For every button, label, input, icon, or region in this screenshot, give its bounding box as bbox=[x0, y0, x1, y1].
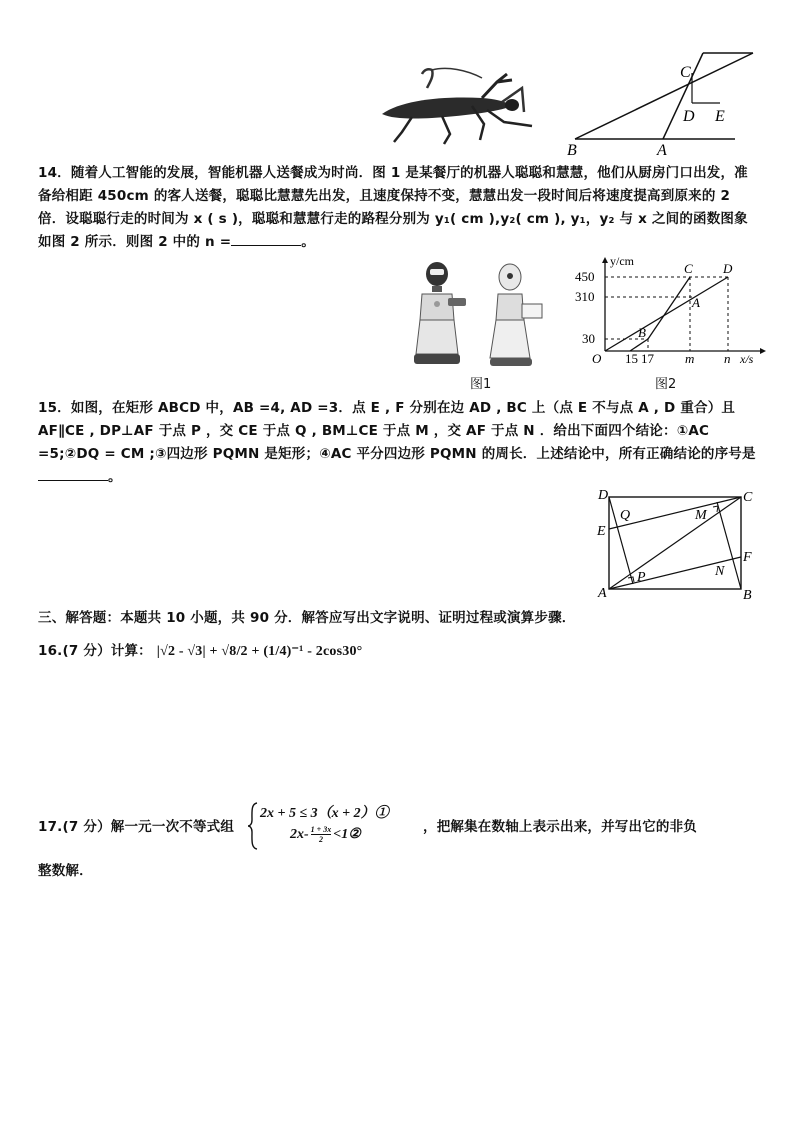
label-P: P bbox=[637, 570, 646, 585]
x-tick-O: O bbox=[592, 351, 602, 366]
right-angle-M bbox=[713, 506, 718, 512]
point-C: C bbox=[684, 261, 693, 276]
section-3-heading: 三、解答题：本题共 10 小题，共 90 分．解答应写出文字说明、证明过程或演算步骤． bbox=[38, 610, 576, 626]
question-15: 15．如图，在矩形 ABCD 中，AB =4, AD =3．点 E , F 分别在边 AD , BC 上（点 E 不与点 A , D 重合）且 AF∥CE , DP⊥AF 于点 P ，交 CE 于点 Q , BM⊥CE 于点 M ，交 AF 于点 N ．给出下面四个结论：①AC =5;②DQ = CM ;③四边形 PQMN 是矩形；④AC 平分四边形 PQMN 的周长．上述结论中，所有正确结论的序号是。 bbox=[38, 400, 756, 485]
robot-cong-cong-image bbox=[410, 260, 470, 368]
label-E: E bbox=[597, 524, 606, 539]
label-C: C bbox=[680, 64, 691, 81]
x-axis-arrow bbox=[760, 348, 766, 354]
x-tick-17: 17 bbox=[641, 351, 654, 366]
label-M: M bbox=[695, 508, 707, 523]
y-tick-310: 310 bbox=[575, 289, 595, 304]
point-A: A bbox=[692, 295, 700, 310]
question-14: 14．随着人工智能的发展，智能机器人送餐成为时尚．图 1 是某餐厅的机器人聪聪和慧慧，他们从厨房门口出发，准备给相距 450cm 的客人送餐，聪聪比慧慧先出发，且速度保持不变，慧慧出发一段时间后将速度提高到原来的 2 倍．设聪聪行走的时间为 x ( s )，聪聪和慧慧行走的路程分别为 y₁( cm ),y₂( cm ), y₁，y₂ 与 x 之间的函数图象如图 2 所示．则图 2 中的 n = 。 bbox=[38, 165, 748, 250]
line-y1-OD bbox=[605, 277, 728, 351]
question-15-text: 15．如图，在矩形 ABCD 中，AB =4, AD =3．点 E , F 分别在边 AD , BC 上（点 E 不与点 A , D 重合）且 AF∥CE , DP⊥AF 于点 P ，交 CE 于点 Q , BM⊥CE 于点 M ，交 AF 于点 N ．给出下面四个结论：①AC =5;②DQ = CM ;③四边形 PQMN 是矩形；④AC 平分四边形 PQMN 的周长．上述结论中，所有正确结论的序号是 bbox=[38, 400, 756, 462]
question-17-prefix: 17.(7 分）解一元一次不等式组 bbox=[38, 819, 235, 835]
label-A: A bbox=[598, 586, 607, 601]
line-y2-segment-1 bbox=[630, 339, 648, 351]
x-axis-label: x/s bbox=[740, 352, 754, 366]
label-D: D bbox=[683, 108, 695, 125]
answer-blank-14[interactable] bbox=[231, 231, 301, 246]
figure-2-caption: 图2 bbox=[655, 377, 677, 392]
question-16-expression: |√2 - √3| + √8/2 + (1/4)⁻¹ - 2cos30° bbox=[156, 644, 363, 659]
x-tick-n: n bbox=[724, 351, 731, 366]
y-tick-450: 450 bbox=[575, 269, 595, 284]
y-tick-30: 30 bbox=[582, 331, 595, 346]
inequality-2 bbox=[290, 825, 361, 844]
line-B-to-top bbox=[575, 53, 753, 139]
label-D: D bbox=[598, 488, 609, 503]
x-tick-m: m bbox=[685, 351, 695, 366]
question-14-text: 14．随着人工智能的发展，智能机器人送餐成为时尚．图 1 是某餐厅的机器人聪聪和慧慧，他们从厨房门口出发，准备给相距 450cm 的客人送餐，聪聪比慧慧先出发，且速度保持不变，慧慧出发一段时间后将速度提高到原来的 2 倍．设聪聪行走的时间为 x ( s )，聪聪和慧慧行走的路程分别为 y₁( cm ),y₂( cm ), y₁，y₂ 与 x 之间的函数图象如图 2 所示．则图 2 中的 n = bbox=[38, 165, 748, 250]
inequality-2-numerator: 1 + 3x bbox=[310, 825, 332, 834]
inequality-2-lead: 2x- bbox=[290, 826, 309, 842]
question-16-prefix: 16.(7 分）计算： bbox=[38, 643, 152, 659]
label-F: F bbox=[743, 550, 752, 565]
label-E: E bbox=[715, 108, 725, 125]
label-N: N bbox=[715, 564, 725, 579]
question-17-line2: 整数解． bbox=[38, 863, 93, 879]
inequality-2-tail: <1② bbox=[333, 827, 361, 842]
x-tick-15: 15 bbox=[625, 351, 638, 366]
figure-1-caption: 图1 bbox=[470, 377, 492, 392]
label-A: A bbox=[657, 142, 667, 157]
inequality-1: 2x + 5 ≤ 3（x + 2）① bbox=[260, 806, 389, 821]
answer-blank-15[interactable] bbox=[38, 466, 108, 481]
function-graph bbox=[570, 255, 770, 370]
mantis-photo bbox=[372, 62, 537, 147]
label-C: C bbox=[743, 490, 753, 505]
top-geometry-figure bbox=[565, 45, 765, 157]
brace-icon bbox=[247, 802, 259, 850]
question-17-suffix: ，把解集在数轴上表示出来，并写出它的非负 bbox=[423, 819, 697, 835]
question-16 bbox=[38, 640, 756, 663]
point-B: B bbox=[638, 325, 646, 340]
line-y2-segment-2 bbox=[648, 277, 690, 339]
label-Q: Q bbox=[620, 508, 631, 523]
right-angle-P bbox=[628, 577, 634, 582]
point-D: D bbox=[723, 261, 733, 276]
label-B: B bbox=[743, 588, 752, 603]
y-axis-arrow bbox=[602, 257, 608, 263]
y-axis-label: y/cm bbox=[610, 255, 634, 268]
rectangle-abcd-figure bbox=[595, 485, 760, 603]
label-B: B bbox=[567, 142, 577, 157]
robot-hui-hui-image bbox=[488, 262, 548, 368]
inequality-2-denominator: 2 bbox=[318, 835, 323, 844]
